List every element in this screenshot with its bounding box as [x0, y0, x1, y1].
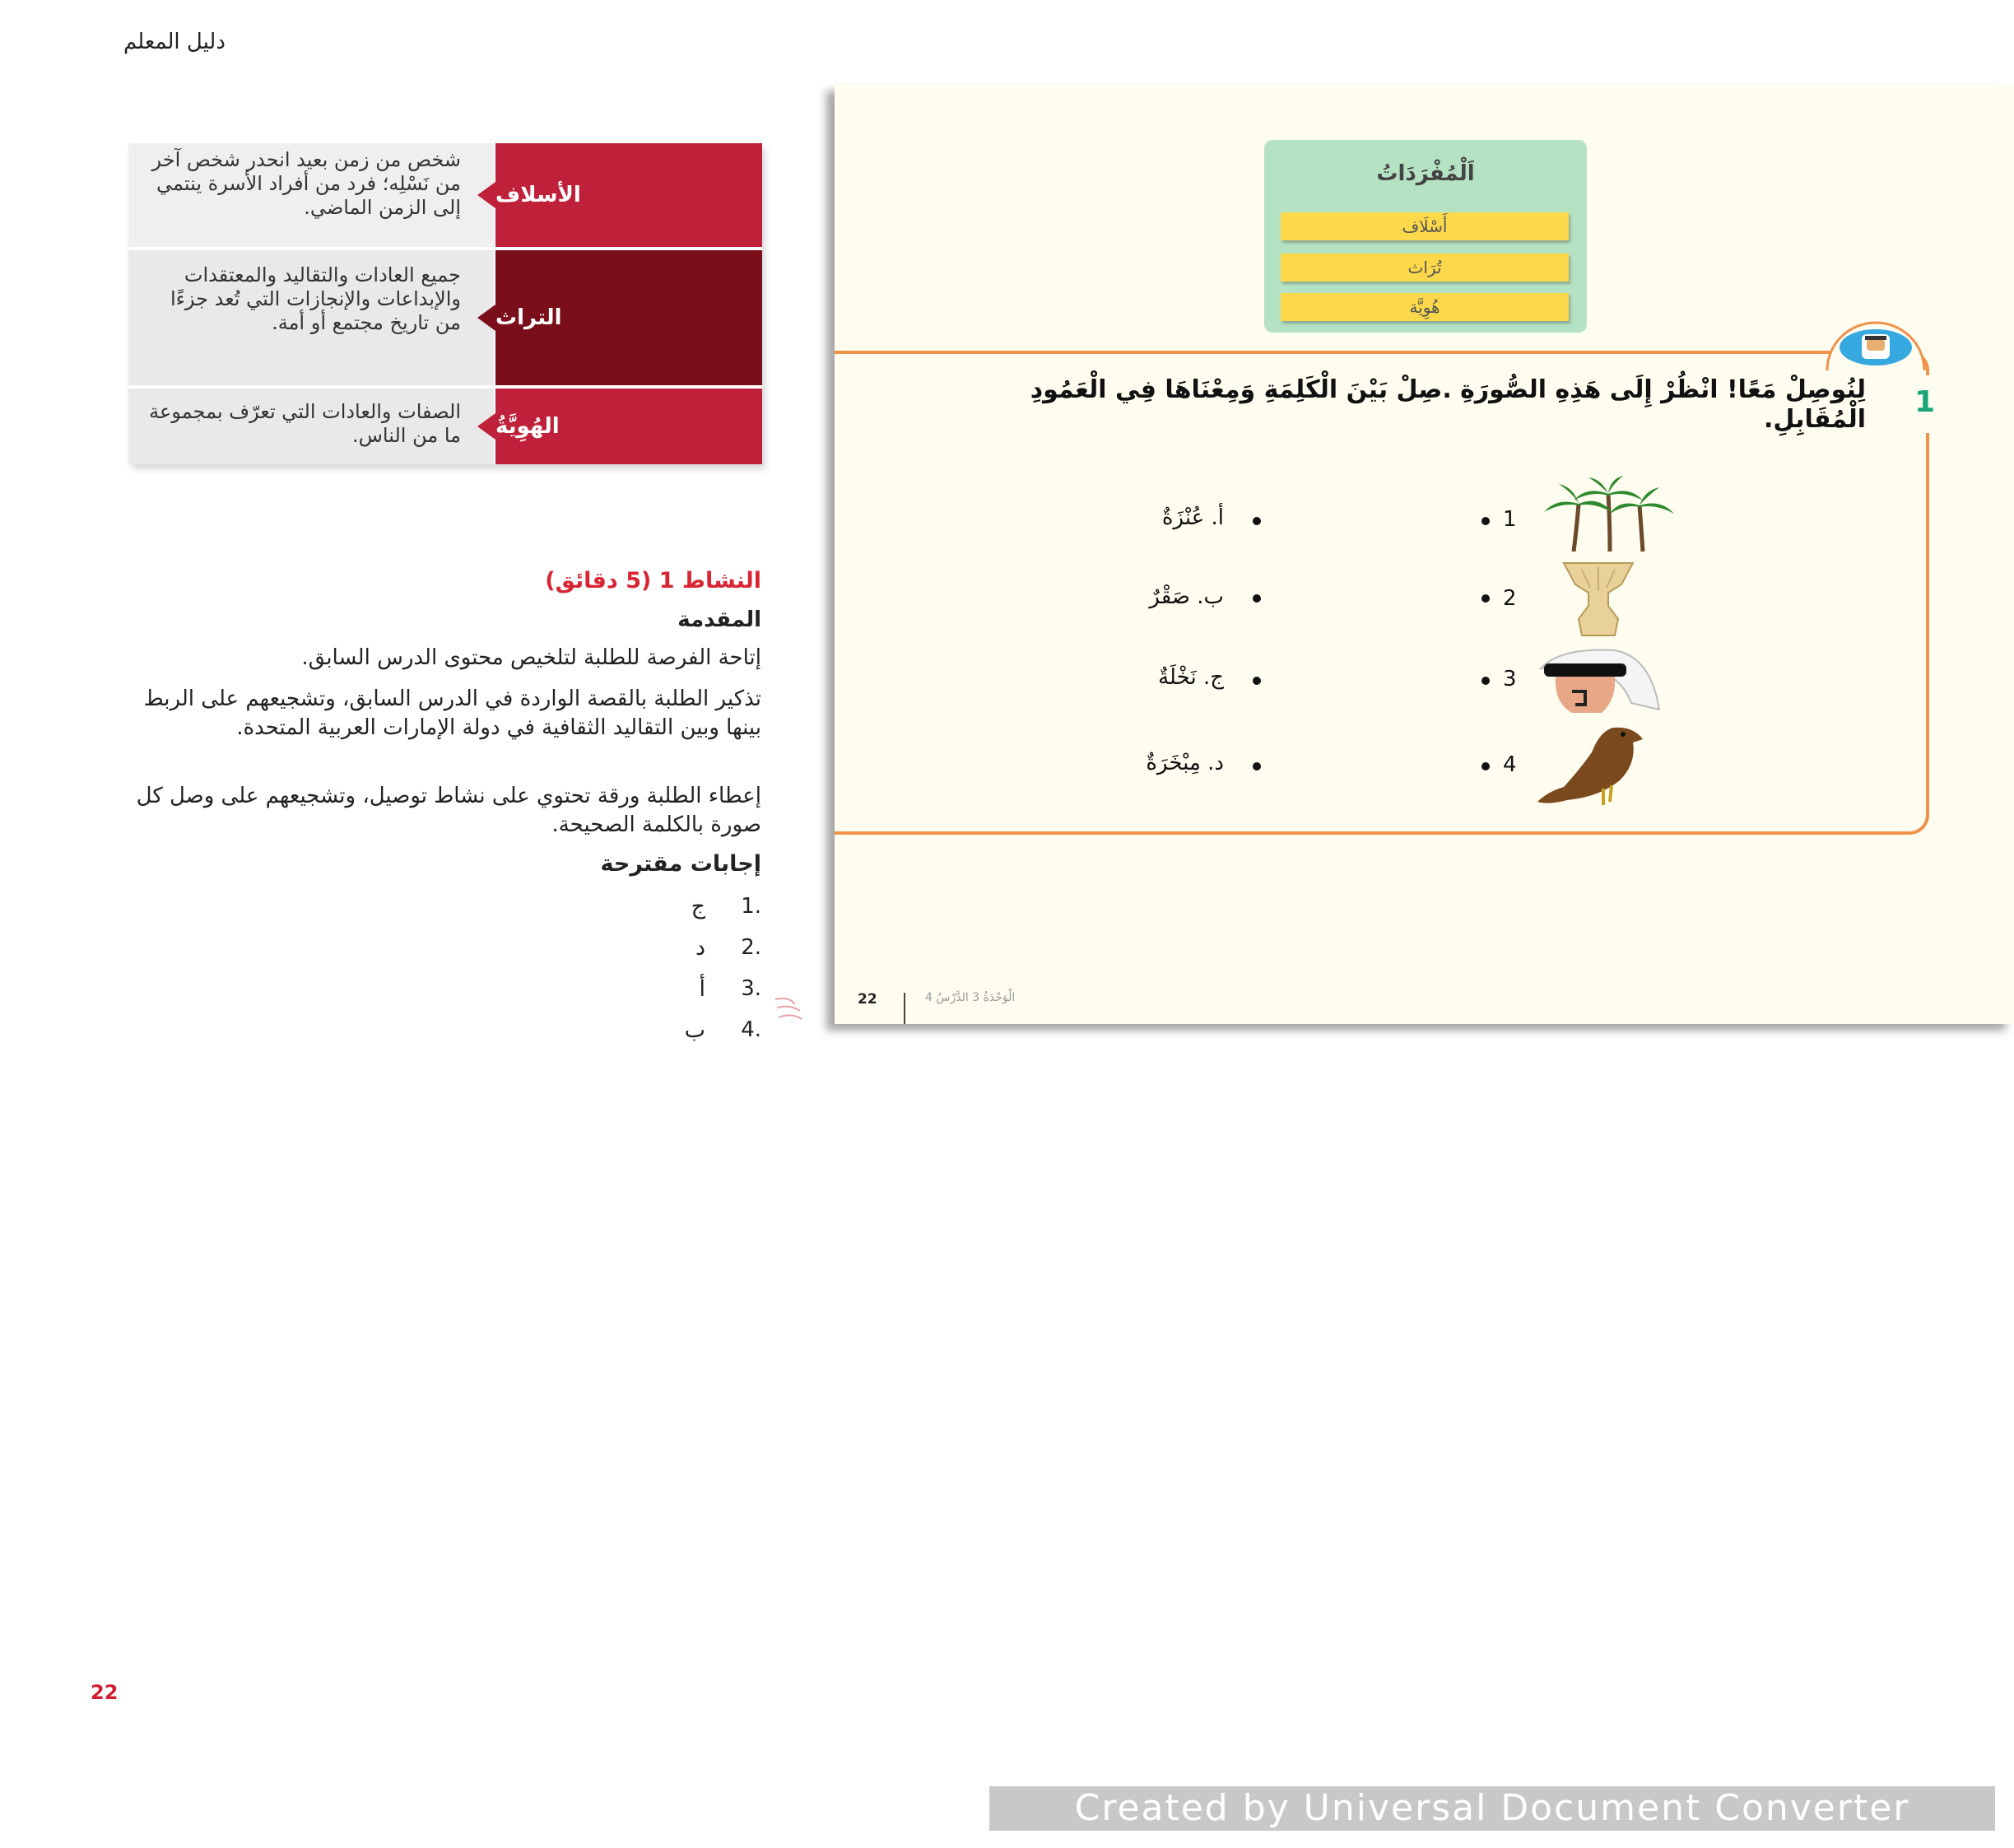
- match-dot[interactable]: [1253, 762, 1261, 770]
- item-number: 2: [1503, 586, 1517, 611]
- match-dot[interactable]: [1253, 677, 1261, 685]
- vocab-word: هُوِيَّة: [1281, 293, 1569, 321]
- answer-number: .2: [741, 935, 761, 960]
- incense-burner-icon: [1557, 560, 1640, 639]
- vocab-term: التراث: [495, 305, 562, 330]
- palm-trees-icon: [1541, 476, 1677, 555]
- item-word: أ. عُنْزَةٌ: [1161, 505, 1224, 530]
- answer-value: ج: [691, 894, 705, 919]
- vocabulary-table: [128, 143, 762, 464]
- item-word: د. مِبْخَرَةٌ: [1146, 751, 1224, 775]
- answer-number: .1: [741, 894, 761, 919]
- match-dot[interactable]: [1253, 594, 1261, 603]
- footer-divider: [904, 993, 905, 1024]
- vocab-word: أَسْلَاف: [1281, 212, 1569, 240]
- vocab-box-title: اَلْمُفْرَدَاتُ: [1376, 161, 1475, 186]
- vocab-term-cell: [495, 250, 762, 385]
- intro-paragraph: إعطاء الطلبة ورقة تحتوي على نشاط توصيل، وتشجيعهم على وصل كل صورة بالكلمة الصحيحة.: [136, 784, 761, 837]
- match-dot[interactable]: [1481, 594, 1490, 603]
- match-dot[interactable]: [1481, 762, 1490, 770]
- answer-value: د: [695, 935, 705, 961]
- intro-heading: المقدمة: [677, 607, 761, 632]
- answer-number: .4: [741, 1017, 761, 1042]
- page-number: 22: [91, 1681, 119, 1704]
- vocab-definition: جميع العادات والتقاليد والمعتقدات والإبداعات والإنجازات التي تُعد جزءًا من تاريخ مجتمع أو أمة.: [128, 250, 494, 385]
- vocab-row-heritage: [128, 250, 762, 385]
- match-dot[interactable]: [1481, 677, 1490, 685]
- vocab-word: تُرَاث: [1281, 254, 1569, 282]
- book-page-number: 22: [858, 991, 877, 1008]
- intro-paragraph: تذكير الطلبة بالقصة الواردة في الدرس السابق، وتشجيعهم على الربط بينها وبين التقاليد الثقافية في دولة الإمارات العربية المتحدة.: [143, 687, 761, 740]
- pen-scribble-icon: [772, 994, 805, 1024]
- item-word: ب. صَقْرٌ: [1149, 584, 1224, 609]
- guide-title: دليل المعلم: [123, 30, 226, 54]
- activity-title: النشاط 1 (5 دقائق): [545, 568, 761, 594]
- vocab-box: [1264, 140, 1587, 333]
- item-number: 1: [1503, 507, 1517, 532]
- item-number: 3: [1503, 667, 1517, 691]
- vocab-row-ancestors: [128, 143, 762, 247]
- exercise-number: 1: [1914, 385, 1936, 419]
- vocab-term-cell: [495, 143, 762, 247]
- vocab-definition: شخص من زمن بعيد انحدر شخص آخر من نَسْلِه؛ فرد من أفراد الأسرة ينتمي إلى الزمن الماضي.: [128, 143, 494, 247]
- exercise-instruction: لِنُوصِلْ مَعًا! انْظُرْ إِلَى هَذِهِ الصُّورَةِ .صِلْ بَيْنَ الْكَلِمَةِ وَمِعْنَاهَا فِي الْعَمُودِ الْمُقَابِلِ.: [1030, 375, 1866, 434]
- match-dot[interactable]: [1253, 517, 1261, 525]
- answer-value: ب: [684, 1017, 705, 1043]
- match-dot[interactable]: [1481, 517, 1490, 525]
- vocab-term: الهُوِيَّةُ: [495, 414, 560, 439]
- answer-value: أ: [699, 976, 705, 1002]
- vocab-definition: الصفات والعادات التي تعرّف بمجموعة ما من الناس.: [128, 389, 494, 464]
- emirati-man-icon: [1536, 645, 1661, 716]
- vocab-row-identity: [128, 389, 762, 464]
- vocab-term: الأسلاف: [495, 183, 581, 207]
- answer-number: .3: [741, 976, 761, 1001]
- vocab-term-cell: [495, 389, 762, 464]
- teacher-avatar-icon: [1824, 319, 1928, 370]
- intro-paragraph: إتاحة الفرصة للطلبة لتلخيص محتوى الدرس السابق.: [301, 645, 761, 670]
- falcon-icon: [1534, 723, 1649, 808]
- book-footer-label: الْوَحْدَةُ 3 الدَّرْسُ 4: [925, 991, 1016, 1004]
- item-word: ج. نَخْلَةٌ: [1158, 665, 1224, 690]
- answers-heading: إجابات مقترحة: [600, 851, 761, 877]
- watermark: Created by Universal Document Converter: [989, 1786, 1995, 1831]
- item-number: 4: [1503, 752, 1517, 777]
